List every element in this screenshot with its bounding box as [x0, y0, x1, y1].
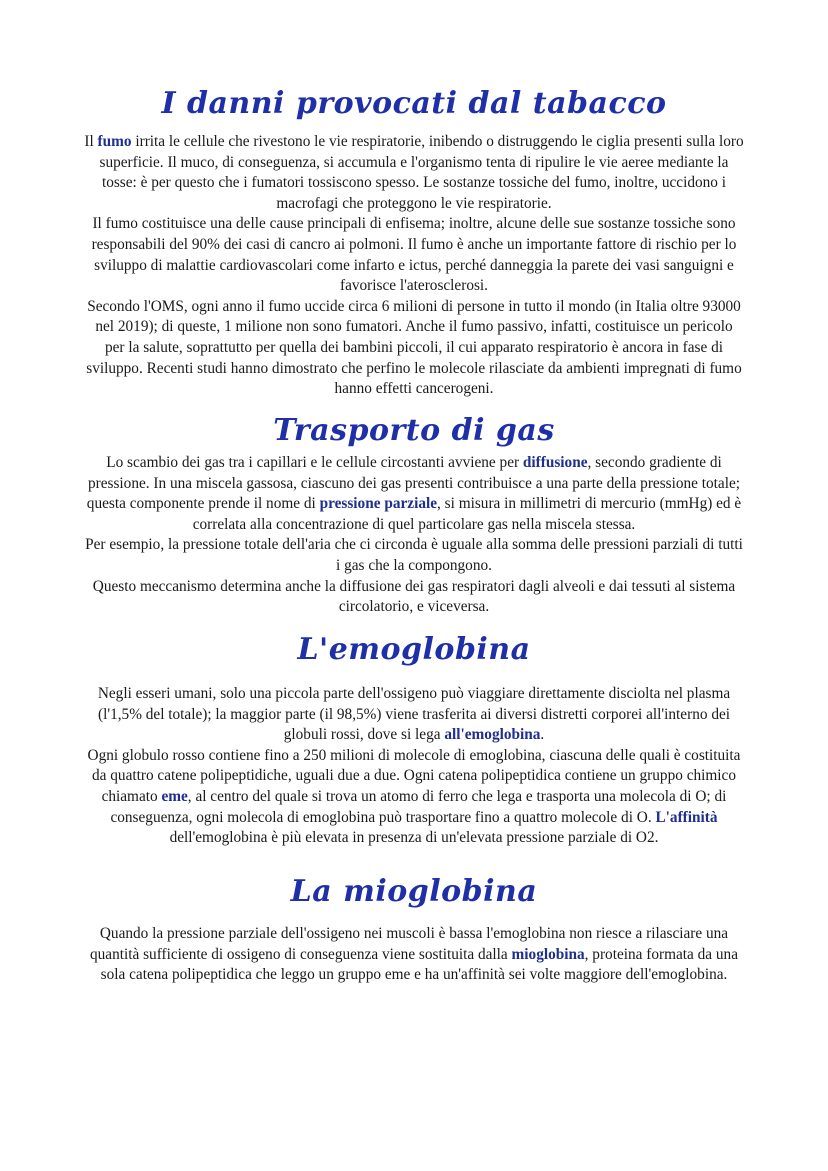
- paragraph: Questo meccanismo determina anche la diffusione dei gas respiratori dagli alveoli e dai tessuti al sistema circolatorio, e viceversa.: [92, 577, 736, 616]
- paragraph: [84, 746, 744, 849]
- keyword-pressione-parziale: pressione parziale: [319, 495, 438, 513]
- text-span: dell'emoglobina è più elevata in presenza di un'elevata pressione parziale di O2.: [169, 829, 659, 847]
- text-span: , proteina formata da una sola catena polipeptidica che leggo un gruppo eme e ha un'affinità sei volte maggiore dell'emoglobina.: [100, 945, 738, 984]
- text-span: Negli esseri umani, solo una piccola parte dell'ossigeno può viaggiare direttamente disciolta nel plasma (l'1,5% del totale); la maggior parte (il 98,5%) viene trasferita ai diversi distretti corporei all'interno dei globuli rossi, dove si lega: [97, 685, 731, 744]
- heading-emoglobina: L'emoglobina: [297, 632, 531, 667]
- section-danni-tabacco: [84, 84, 744, 400]
- text-span: irrita le cellule che rivestono le vie respiratorie, inibendo o distruggendo le ciglia presenti sulla loro superficie. Il muco, di conseguenza, si accumula e l'organismo tenta di ripulire le vie aeree mediante la tosse: è per questo che i fumatori tossiscono spesso. Le sostanze tossiche del fumo, inoltre, uccidono i macrofagi che proteggono le vie respiratorie.: [99, 133, 744, 212]
- text-span: Quando la pressione parziale dell'ossigeno nei muscoli è bassa l'emoglobina non riesce a rilasciare una quantità sufficiente di ossigeno di conseguenza viene sostituita dalla: [90, 925, 729, 963]
- paragraph: Il fumo costituisce una delle cause principali di enfisema; inoltre, alcune delle sue sostanze tossiche sono responsabili del 90% dei casi di cancro ai polmoni. Il fumo è anche un importante fattore di rischio per lo sviluppo di malattie cardiovascolari come infarto e ictus, perché danneggia la parete dei vasi sanguigni e favorisce l'aterosclerosi.: [91, 215, 737, 295]
- text-span: .: [540, 726, 545, 744]
- paragraph: [84, 132, 744, 214]
- section-mioglobina: [84, 872, 744, 986]
- paragraph: Secondo l'OMS, ogni anno il fumo uccide circa 6 milioni di persone in tutto il mondo (in Italia oltre 93000 nel 2019); di queste, 1 milione non sono fumatori. Anche il fumo passivo, infatti, costituisce un pericolo per la salute, soprattutto per quella dei bambini piccoli, il cui apparato respiratorio è ancora in fase di sviluppo. Recenti studi hanno dimostrato che perfino le molecole rilasciate da ambienti impregnati di fumo hanno effetti cancerogeni.: [86, 297, 742, 398]
- keyword-mioglobina: mioglobina: [511, 945, 585, 963]
- section-emoglobina: [84, 630, 744, 849]
- heading-mioglobina: La mioglobina: [290, 874, 538, 909]
- heading-danni-tabacco: I danni provocati dal tabacco: [161, 86, 667, 121]
- paragraph: [84, 453, 744, 535]
- text-span: , al centro del quale si trova un atomo di ferro che lega e trasporta una molecola di O; di conseguenza, ogni molecola di emoglobina può trasportare fino a quattro molecole di O.: [110, 787, 727, 826]
- text-span: Lo scambio dei gas tra i capillari e le cellule circostanti avviene per: [106, 454, 523, 471]
- keyword-emoglobina: all'emoglobina: [444, 726, 541, 744]
- heading-trasporto-gas: Trasporto di gas: [273, 413, 555, 448]
- paragraph: Per esempio, la pressione totale dell'aria che ci circonda è uguale alla somma delle pressioni parziali di tutti i gas che la compongono.: [85, 536, 743, 574]
- paragraph: [84, 924, 744, 986]
- keyword-diffusione: diffusione: [522, 454, 588, 471]
- text-span: , si misura in millimetri di mercurio (mmHg) ed è correlata alla concentrazione di quel particolare gas nella miscela stessa.: [192, 495, 742, 533]
- keyword-affinita: L'affinità: [655, 808, 718, 826]
- section-trasporto-gas: [84, 411, 744, 618]
- keyword-eme: eme: [161, 787, 188, 805]
- text-span: Ogni globulo rosso contiene fino a 250 milioni di molecole di emoglobina, ciascuna delle quali è costituita da quattro catene polipeptidiche, uguali due a due. Ogni catena polipeptidica contiene un gruppo chimico chiamato: [87, 746, 741, 805]
- paragraph: [84, 684, 744, 746]
- keyword-fumo: fumo: [97, 133, 132, 150]
- text-span: Il: [84, 133, 98, 150]
- text-span: , secondo gradiente di pressione. In una miscela gassosa, ciascuno dei gas presenti contribuisce a una parte della pressione totale; questa componente prende il nome di: [86, 454, 741, 513]
